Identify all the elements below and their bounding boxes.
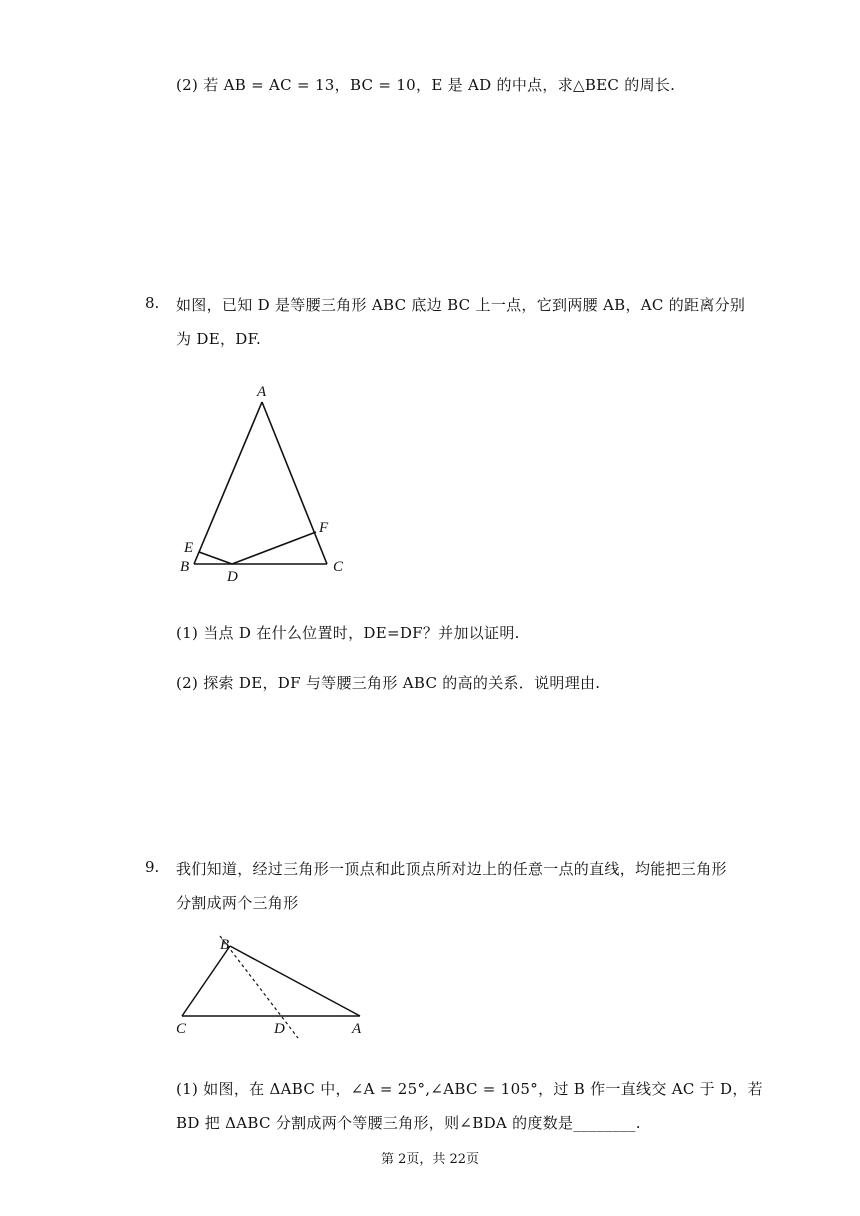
q8-stem-line1: 如图，已知 D 是等腰三角形 ABC 底边 BC 上一点，它到两腰 AB，AC 的距离分别 <box>176 296 746 314</box>
q9-part1-line1: (1) 如图，在 ΔABC 中，∠A = 25°,∠ABC = 105°，过 B 作一直线交 AC 于 D，若 <box>176 1080 763 1098</box>
q8-part2: (2) 探索 DE，DF 与等腰三角形 ABC 的高的关系．说明理由. <box>176 674 601 692</box>
q9-label-a: A <box>352 1021 362 1037</box>
q8-number: 8. <box>145 294 160 312</box>
q7-part2: (2) 若 AB = AC = 13，BC = 10，E 是 AD 的中点，求△BEC 的周长. <box>176 76 676 94</box>
q9-label-d: D <box>274 1021 285 1037</box>
q8-label-b: B <box>180 559 190 575</box>
q8-label-e: E <box>184 540 194 556</box>
q9-stem-line2: 分割成两个三角形 <box>176 894 299 912</box>
q9-number: 9. <box>145 858 160 876</box>
q8-part1: (1) 当点 D 在什么位置时，DE=DF？并加以证明. <box>176 624 520 642</box>
q8-label-c: C <box>333 559 344 575</box>
q9-stem-line1: 我们知道，经过三角形一顶点和此顶点所对边上的任意一点的直线，均能把三角形 <box>176 860 727 878</box>
q9-part1-line2: BD 把 ΔABC 分割成两个等腰三角形，则∠BDA 的度数是________. <box>176 1114 641 1132</box>
q8-label-a: A <box>257 384 267 400</box>
q9-label-c: C <box>176 1021 187 1037</box>
q8-label-f: F <box>319 520 329 536</box>
q9-label-b: B <box>220 937 230 953</box>
q8-triangle-figure <box>170 380 360 585</box>
q8-label-d: D <box>227 569 238 585</box>
q9-triangle-figure <box>170 930 370 1045</box>
page-footer: 第 2页，共 22页 <box>380 1152 480 1167</box>
q8-stem-line2: 为 DE，DF. <box>176 330 262 348</box>
